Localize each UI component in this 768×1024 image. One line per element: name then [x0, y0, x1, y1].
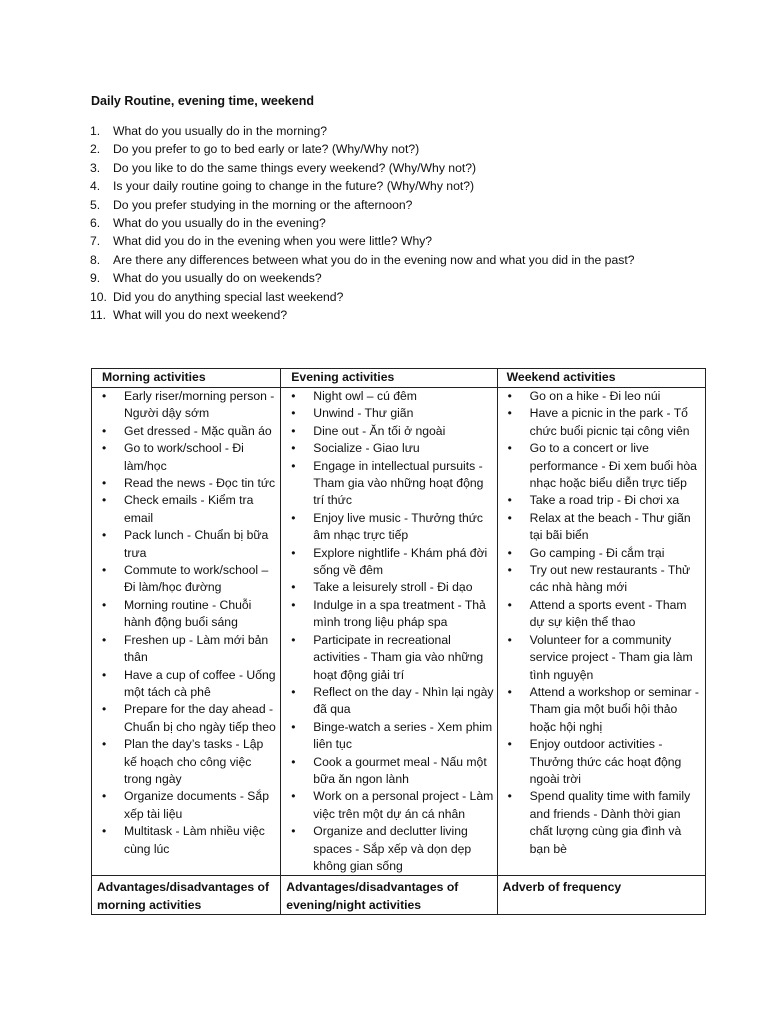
weekend-activity-item: • Volunteer for a community service project - Tham gia làm tình nguyện: [498, 632, 705, 684]
header-morning: Morning activities: [92, 369, 281, 388]
question-item: [90, 159, 634, 177]
question-number: 10.: [90, 289, 107, 304]
question-text: Do you prefer studying in the morning or the afternoon?: [113, 197, 413, 212]
question-item: [90, 214, 634, 232]
morning-cell: [92, 388, 281, 876]
evening-activity-item: • Night owl – cú đêm: [281, 388, 496, 405]
table-footer-row: [92, 876, 706, 915]
question-number: 1.: [90, 124, 101, 138]
evening-activities-list: [281, 388, 496, 875]
evening-activity-item: • Engage in intellectual pursuits - Tham gia vào những hoạt động trí thức: [281, 458, 496, 510]
morning-activity-item: • Get dressed - Mặc quần áo: [92, 423, 280, 440]
morning-activity-item: • Read the news - Đọc tin tức: [92, 475, 280, 492]
question-text: What do you usually do in the morning?: [113, 124, 328, 138]
evening-activity-item: • Explore nightlife - Khám phá đời sống về đêm: [281, 545, 496, 580]
question-number: 11.: [90, 308, 107, 323]
weekend-activity-item: • Go to a concert or live performance - Đi xem buổi hòa nhạc hoặc biểu diễn trực tiếp: [498, 440, 705, 492]
question-text: Do you like to do the same things every weekend? (Why/Why not?): [113, 160, 477, 175]
morning-activities-list: [92, 388, 280, 858]
evening-activity-item: • Unwind - Thư giãn: [281, 405, 496, 422]
evening-activity-item: • Indulge in a spa treatment - Thả mình trong liệu pháp spa: [281, 597, 496, 632]
question-item: [90, 251, 634, 269]
question-item: [90, 177, 634, 195]
weekend-activity-item: • Spend quality time with family and friends - Dành thời gian chất lượng cùng gia đình và bạn bè: [498, 788, 705, 858]
question-list: [90, 122, 634, 324]
morning-activity-item: • Have a cup of coffee - Uống một tách cà phê: [92, 667, 280, 702]
question-item: [90, 232, 634, 250]
evening-activity-item: • Reflect on the day - Nhìn lại ngày đã qua: [281, 684, 496, 719]
weekend-activity-item: • Enjoy outdoor activities - Thưởng thức các hoạt động ngoài trời: [498, 736, 705, 788]
vocabulary-table: [91, 368, 706, 915]
weekend-activity-item: • Relax at the beach - Thư giãn tại bãi biển: [498, 510, 705, 545]
evening-activity-item: • Socialize - Giao lưu: [281, 440, 496, 457]
table-body-row: [92, 388, 706, 876]
question-number: 7.: [90, 234, 101, 249]
header-weekend: Weekend activities: [497, 369, 705, 388]
question-text: What do you usually do in the evening?: [113, 216, 326, 231]
morning-activity-item: • Commute to work/school – Đi làm/học đường: [92, 562, 280, 597]
morning-activity-item: • Plan the day’s tasks - Lập kế hoạch cho công việc trong ngày: [92, 736, 280, 788]
weekend-activity-item: • Have a picnic in the park - Tổ chức buổi picnic tại công viên: [498, 405, 705, 440]
header-evening: Evening activities: [281, 369, 497, 388]
weekend-activity-item: • Attend a sports event - Tham dự sự kiện thể thao: [498, 597, 705, 632]
morning-activity-item: • Freshen up - Làm mới bản thân: [92, 632, 280, 667]
table-header-row: [92, 369, 706, 388]
question-number: 6.: [90, 216, 101, 231]
question-number: 5.: [90, 197, 101, 212]
weekend-activity-item: • Attend a workshop or seminar - Tham gia một buổi hội thảo hoặc hội nghị: [498, 684, 705, 736]
footer-evening: Advantages/disadvantages of evening/night activities: [281, 876, 497, 915]
weekend-cell: [497, 388, 705, 876]
morning-activity-item: • Prepare for the day ahead - Chuẩn bị cho ngày tiếp theo: [92, 701, 280, 736]
weekend-activity-item: • Try out new restaurants - Thử các nhà hàng mới: [498, 562, 705, 597]
question-item: [90, 306, 634, 324]
document-title: Daily Routine, evening time, weekend: [91, 94, 314, 108]
evening-activity-item: • Work on a personal project - Làm việc trên một dự án cá nhân: [281, 788, 496, 823]
question-text: Is your daily routine going to change in the future? (Why/Why not?): [113, 179, 475, 194]
question-number: 4.: [90, 179, 101, 194]
question-text: Did you do anything special last weekend?: [113, 289, 344, 304]
question-item: [90, 269, 634, 287]
question-number: 8.: [90, 252, 101, 267]
question-text: What will you do next weekend?: [113, 308, 288, 323]
question-number: 9.: [90, 271, 101, 286]
evening-activity-item: • Participate in recreational activities - Tham gia vào những hoạt động giải trí: [281, 632, 496, 684]
morning-activity-item: • Organize documents - Sắp xếp tài liệu: [92, 788, 280, 823]
weekend-activity-item: • Go on a hike - Đi leo núi: [498, 388, 705, 405]
evening-cell: [281, 388, 497, 876]
morning-activity-item: • Multitask - Làm nhiều việc cùng lúc: [92, 823, 280, 858]
question-text: Are there any differences between what you do in the evening now and what you did in the past?: [113, 252, 635, 267]
weekend-activities-list: [498, 388, 705, 858]
evening-activity-item: • Cook a gourmet meal - Nấu một bữa ăn ngon lành: [281, 754, 496, 789]
question-item: [90, 288, 634, 306]
question-item: [90, 196, 634, 214]
morning-activity-item: • Early riser/morning person - Người dậy sớm: [92, 388, 280, 423]
question-item: [90, 122, 634, 140]
morning-activity-item: • Pack lunch - Chuẩn bị bữa trưa: [92, 527, 280, 562]
evening-activity-item: • Binge-watch a series - Xem phim liên tục: [281, 719, 496, 754]
footer-adverb: Adverb of frequency: [497, 876, 705, 915]
morning-activity-item: • Check emails - Kiểm tra email: [92, 492, 280, 527]
evening-activity-item: • Organize and declutter living spaces - Sắp xếp và dọn dẹp không gian sống: [281, 823, 496, 875]
weekend-activity-item: • Take a road trip - Đi chơi xa: [498, 492, 705, 509]
evening-activity-item: • Dine out - Ăn tối ở ngoài: [281, 423, 496, 440]
evening-activity-item: • Take a leisurely stroll - Đi dạo: [281, 579, 496, 596]
question-item: [90, 140, 634, 158]
evening-activity-item: • Enjoy live music - Thưởng thức âm nhạc trực tiếp: [281, 510, 496, 545]
question-text: What did you do in the evening when you were little? Why?: [113, 234, 433, 249]
footer-morning: Advantages/disadvantages of morning activities: [92, 876, 281, 915]
question-text: Do you prefer to go to bed early or late? (Why/Why not?): [113, 142, 420, 157]
weekend-activity-item: • Go camping - Đi cắm trại: [498, 545, 705, 562]
morning-activity-item: • Morning routine - Chuỗi hành động buổi sáng: [92, 597, 280, 632]
question-number: 3.: [90, 160, 101, 175]
morning-activity-item: • Go to work/school - Đi làm/học: [92, 440, 280, 475]
question-number: 2.: [90, 142, 101, 157]
question-text: What do you usually do on weekends?: [113, 271, 322, 286]
